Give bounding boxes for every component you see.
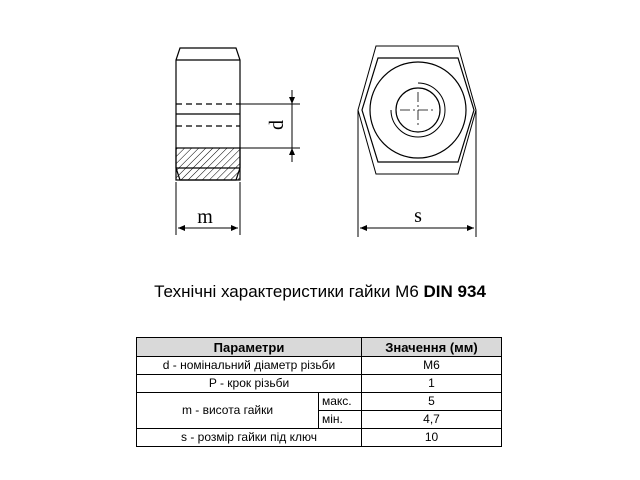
row-s-value: 10 (362, 429, 502, 447)
m-label: m (197, 206, 213, 228)
d-label: d (266, 120, 288, 130)
row-s-label: s - розмір гайки під ключ (137, 429, 362, 447)
row-m-max-value: 5 (362, 393, 502, 411)
table-row (137, 357, 502, 375)
row-m-min-value: 4,7 (362, 411, 502, 429)
title-text: Технічні характеристики гайки М6 (154, 282, 419, 301)
top-view (358, 46, 476, 174)
table-row (137, 429, 502, 447)
spec-table (136, 337, 502, 447)
page-title (0, 282, 640, 302)
title-standard: DIN 934 (423, 282, 486, 301)
s-label: s (414, 205, 422, 227)
header-params: Параметри (137, 338, 362, 357)
row-m-min-label: мін. (319, 411, 362, 429)
row-p-value: 1 (362, 375, 502, 393)
center-lines (400, 92, 436, 128)
table-row (137, 375, 502, 393)
row-d-label: d - номінальний діаметр різьби (137, 357, 362, 375)
header-values: Значення (мм) (362, 338, 502, 357)
row-m-max-label: макс. (319, 393, 362, 411)
side-view (176, 48, 240, 180)
row-p-label: P - крок різьби (137, 375, 362, 393)
table-header-row (137, 338, 502, 357)
row-d-value: М6 (362, 357, 502, 375)
table-row (137, 393, 502, 411)
row-m-label: m - висота гайки (137, 393, 319, 429)
